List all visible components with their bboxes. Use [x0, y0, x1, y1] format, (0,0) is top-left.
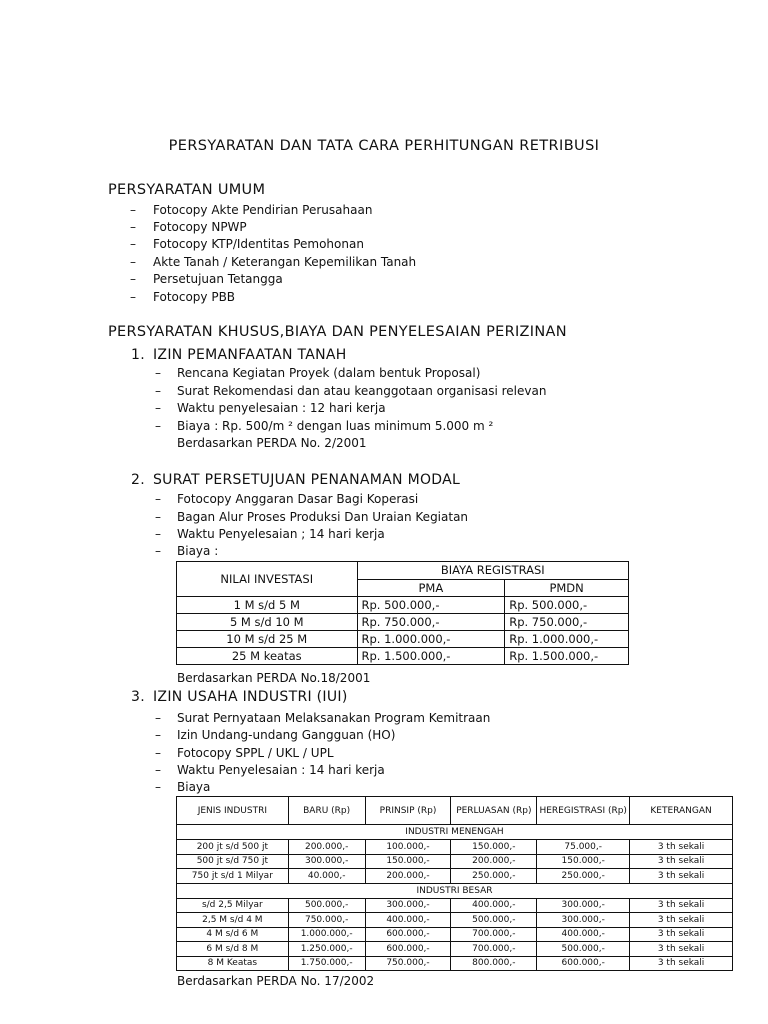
section-number: 2. — [131, 472, 145, 488]
s3-item: Fotocopy SPPL / UKL / UPL — [177, 746, 334, 760]
table-row — [177, 614, 629, 631]
table-cell: 150.000,- — [365, 854, 451, 869]
investment-fee-table — [176, 561, 629, 665]
bullet-dash: – — [130, 203, 136, 217]
table-row — [177, 648, 629, 665]
page-title: PERSYARATAN DAN TATA CARA PERHITUNGAN RETRIBUSI — [168, 138, 600, 154]
table-cell: 5 M s/d 10 M — [177, 614, 358, 631]
bullet-dash: – — [155, 746, 161, 760]
header-cell: PRINSIP (Rp) — [365, 797, 451, 825]
umum-item: Fotocopy NPWP — [153, 220, 247, 234]
section-row: INDUSTRI MENENGAH — [177, 825, 733, 840]
umum-item: Fotocopy PBB — [153, 290, 236, 304]
bullet-dash: – — [155, 544, 161, 558]
table-cell: 200 jt s/d 500 jt — [177, 840, 289, 855]
umum-heading: PERSYARATAN UMUM — [108, 182, 266, 198]
s2-item: Waktu Penyelesaian ; 14 hari kerja — [177, 527, 385, 541]
table-cell: 25 M keatas — [177, 648, 358, 665]
table-cell: 150.000,- — [451, 840, 537, 855]
section-1-heading: IZIN PEMANFAATAN TANAH — [153, 347, 347, 363]
bullet-dash: – — [155, 780, 161, 794]
s3-item: Izin Undang-undang Gangguan (HO) — [177, 728, 396, 742]
umum-item: Akte Tanah / Keterangan Kepemilikan Tanah — [153, 255, 417, 269]
table-cell: 3 th sekali — [630, 942, 733, 957]
table-cell: Rp. 750.000,- — [357, 614, 505, 631]
table-cell: s/d 2,5 Milyar — [177, 898, 289, 913]
table-cell: 600.000,- — [537, 956, 630, 971]
bullet-dash: – — [155, 401, 161, 415]
header-cell: PMA — [357, 579, 505, 597]
table-cell: 3 th sekali — [630, 956, 733, 971]
bullet-dash: – — [130, 237, 136, 251]
s3-item: Surat Pernyataan Melaksanakan Program Kemitraan — [177, 711, 491, 725]
table-cell: 250.000,- — [537, 869, 630, 884]
table-row — [177, 956, 733, 971]
table-cell: Rp. 750.000,- — [505, 614, 629, 631]
bullet-dash: – — [155, 384, 161, 398]
umum-item: Fotocopy KTP/Identitas Pemohonan — [153, 237, 364, 251]
table-cell: Rp. 1.500.000,- — [357, 648, 505, 665]
table-cell: 200.000,- — [365, 869, 451, 884]
bullet-dash: – — [155, 728, 161, 742]
bullet-dash: – — [130, 220, 136, 234]
table-cell: Rp. 500.000,- — [505, 597, 629, 614]
bullet-dash: – — [155, 366, 161, 380]
table-cell: 75.000,- — [537, 840, 630, 855]
table-cell: 4 M s/d 6 M — [177, 927, 289, 942]
section-number: 3. — [131, 689, 145, 705]
table-row — [177, 898, 733, 913]
table-cell: 3 th sekali — [630, 913, 733, 928]
s1-item: Surat Rekomendasi dan atau keanggotaan organisasi relevan — [177, 384, 547, 398]
header-cell: NILAI INVESTASI — [177, 562, 358, 597]
table-cell: 300.000,- — [537, 898, 630, 913]
umum-item: Persetujuan Tetangga — [153, 272, 283, 286]
khusus-heading: PERSYARATAN KHUSUS,BIAYA DAN PENYELESAIAN PERIZINAN — [108, 324, 567, 340]
s1-item: Biaya : Rp. 500/m ² dengan luas minimum 5.000 m ² — [177, 419, 494, 433]
bullet-dash: – — [155, 527, 161, 541]
table-row — [177, 927, 733, 942]
s2-item: Bagan Alur Proses Produksi Dan Uraian Kegiatan — [177, 510, 469, 524]
table-row — [177, 913, 733, 928]
table-cell: 400.000,- — [537, 927, 630, 942]
table-cell: 2,5 M s/d 4 M — [177, 913, 289, 928]
table-row — [177, 840, 733, 855]
bullet-dash: – — [155, 711, 161, 725]
table-row — [177, 942, 733, 957]
table-cell: 400.000,- — [451, 898, 537, 913]
table-cell: 400.000,- — [365, 913, 451, 928]
table-cell: 3 th sekali — [630, 840, 733, 855]
s1-item: Waktu penyelesaian : 12 hari kerja — [177, 401, 386, 415]
table-cell: 600.000,- — [365, 927, 451, 942]
header-cell: JENIS INDUSTRI — [177, 797, 289, 825]
table-cell: 300.000,- — [288, 854, 365, 869]
s1-item: Rencana Kegiatan Proyek (dalam bentuk Proposal) — [177, 366, 481, 380]
section-number: 1. — [131, 347, 145, 363]
table-cell: 1.000.000,- — [288, 927, 365, 942]
table-cell: 800.000,- — [451, 956, 537, 971]
table-cell: 300.000,- — [365, 898, 451, 913]
bullet-dash: – — [155, 419, 161, 433]
table-cell: 6 M s/d 8 M — [177, 942, 289, 957]
table-cell: 750 jt s/d 1 Milyar — [177, 869, 289, 884]
table-cell: Rp. 1.500.000,- — [505, 648, 629, 665]
table-cell: 750.000,- — [288, 913, 365, 928]
table-row — [177, 854, 733, 869]
section-row: INDUSTRI BESAR — [177, 883, 733, 898]
header-cell: BIAYA REGISTRASI — [357, 562, 628, 580]
table-cell: Rp. 1.000.000,- — [357, 631, 505, 648]
bullet-dash: – — [130, 255, 136, 269]
table-cell: 100.000,- — [365, 840, 451, 855]
s2-note: Berdasarkan PERDA No.18/2001 — [177, 671, 371, 685]
table-cell: Rp. 500.000,- — [357, 597, 505, 614]
bullet-dash: – — [130, 290, 136, 304]
s3-item: Biaya — [177, 780, 211, 794]
header-cell: PMDN — [505, 579, 629, 597]
table-cell: 1 M s/d 5 M — [177, 597, 358, 614]
s1-note: Berdasarkan PERDA No. 2/2001 — [177, 436, 367, 450]
table-cell: 600.000,- — [365, 942, 451, 957]
table-cell: 1.750.000,- — [288, 956, 365, 971]
table-row — [177, 631, 629, 648]
table-cell: 500.000,- — [537, 942, 630, 957]
table-cell: 750.000,- — [365, 956, 451, 971]
table-cell: 3 th sekali — [630, 898, 733, 913]
table-cell: 200.000,- — [288, 840, 365, 855]
s3-note: Berdasarkan PERDA No. 17/2002 — [177, 974, 375, 988]
table-cell: 500.000,- — [451, 913, 537, 928]
table-cell: 3 th sekali — [630, 869, 733, 884]
table-cell: 700.000,- — [451, 927, 537, 942]
table-cell: 1.250.000,- — [288, 942, 365, 957]
section-2-heading: SURAT PERSETUJUAN PENANAMAN MODAL — [153, 472, 461, 488]
section-3-heading: IZIN USAHA INDUSTRI (IUI) — [153, 689, 348, 705]
header-cell: BARU (Rp) — [288, 797, 365, 825]
table-cell: 3 th sekali — [630, 854, 733, 869]
table-cell: 700.000,- — [451, 942, 537, 957]
table-cell: 3 th sekali — [630, 927, 733, 942]
bullet-dash: – — [130, 272, 136, 286]
s2-item: Biaya : — [177, 544, 219, 558]
header-cell: HEREGISTRASI (Rp) — [537, 797, 630, 825]
table-cell: 250.000,- — [451, 869, 537, 884]
header-cell: KETERANGAN — [630, 797, 733, 825]
s3-item: Waktu Penyelesaian : 14 hari kerja — [177, 763, 385, 777]
table-cell: 300.000,- — [537, 913, 630, 928]
table-cell: 200.000,- — [451, 854, 537, 869]
table-cell: 8 M Keatas — [177, 956, 289, 971]
table-cell: Rp. 1.000.000,- — [505, 631, 629, 648]
table-cell: 500 jt s/d 750 jt — [177, 854, 289, 869]
table-row — [177, 869, 733, 884]
table-cell: 150.000,- — [537, 854, 630, 869]
bullet-dash: – — [155, 763, 161, 777]
table-cell: 500.000,- — [288, 898, 365, 913]
industry-fee-table — [176, 796, 733, 971]
table-cell: 40.000,- — [288, 869, 365, 884]
bullet-dash: – — [155, 510, 161, 524]
table-cell: 10 M s/d 25 M — [177, 631, 358, 648]
umum-item: Fotocopy Akte Pendirian Perusahaan — [153, 203, 373, 217]
bullet-dash: – — [155, 492, 161, 506]
header-cell: PERLUASAN (Rp) — [451, 797, 537, 825]
s2-item: Fotocopy Anggaran Dasar Bagi Koperasi — [177, 492, 419, 506]
table-row — [177, 597, 629, 614]
